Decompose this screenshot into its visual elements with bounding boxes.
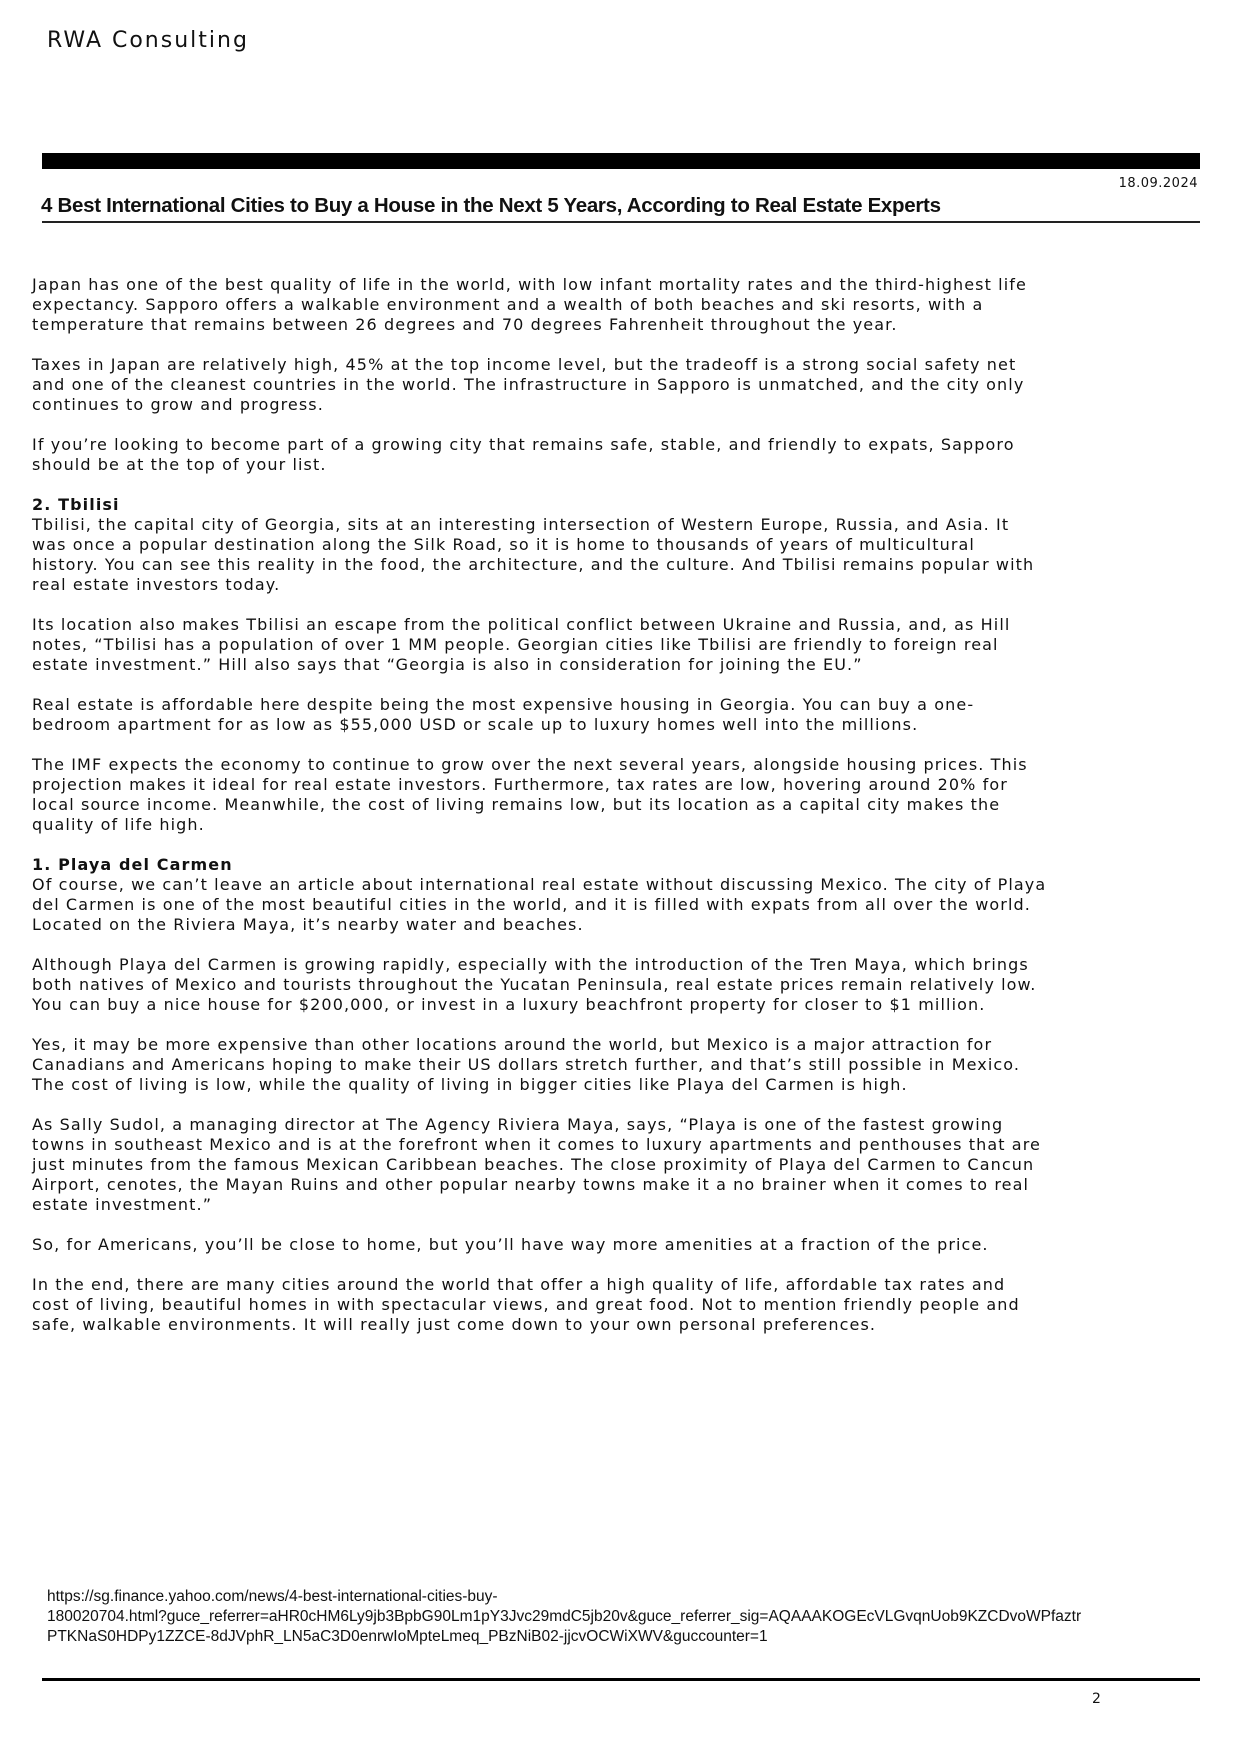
document-date: 18.09.2024 [1118,176,1198,191]
paragraph: So, for Americans, you’ll be close to home, but you’ll have way more amenities at a fraction of the price. [32,1235,989,1254]
paragraph: Tbilisi, the capital city of Georgia, sits at an interesting intersection of Western Europe, Russia, and Asia. It was once a popular destination along the Silk Road, so it is home to thousands of years of multicultural history. You can see this reality in the food, the architecture, and the culture. And Tbilisi remains popular with real estate investors today. [32,515,1035,594]
brand-name: RWA Consulting [47,28,249,53]
paragraph: Although Playa del Carmen is growing rapidly, especially with the introduction of the Tren Maya, which brings both natives of Mexico and tourists throughout the Yucatan Peninsula, real estate prices remain relatively low. You can buy a nice house for $200,000, or invest in a luxury beachfront property for closer to $1 million. [32,955,1037,1014]
paragraph: Japan has one of the best quality of life in the world, with low infant mortality rates and the third-highest life expectancy. Sapporo offers a walkable environment and a wealth of both beaches and ski resorts, with a temperature that remains between 26 degrees and 70 degrees Fahrenheit throughout the year. [32,275,1027,334]
paragraph: If you’re looking to become part of a growing city that remains safe, stable, and friendly to expats, Sapporo should be at the top of your list. [32,435,1015,474]
source-url-link[interactable]: https://sg.finance.yahoo.com/news/4-best-international-cities-buy- 180020704.html?guce_referrer=aHR0cHM6Ly9jb3BpbG90Lm1pY3Jvc29mdC5jb20v&guce_referrer_sig=AQAAAKOGEcVLGvqnUob9KZCDvoWPfaztr PTKNaS0HDPy1ZZCE-8dJVphR_LN5aC3D0enrwIoMpteLmeq_PBzNiB02-jjcvOCWiXWV&guccounter=1 [47,1588,1082,1645]
paragraph: Taxes in Japan are relatively high, 45% at the top income level, but the tradeoff is a strong social safety net and one of the cleanest countries in the world. The infrastructure in Sapporo is unmatched, and the city only continues to grow and progress. [32,355,1025,414]
paragraph: As Sally Sudol, a managing director at The Agency Riviera Maya, says, “Playa is one of the fastest growing towns in southeast Mexico and is at the forefront when it comes to luxury apartments and penthouses that are just minutes from the famous Mexican Caribbean beaches. The close proximity of Playa del Carmen to Cancun Airport, cenotes, the Mayan Ruins and other popular nearby towns make it a no brainer when it comes to real estate investment.” [32,1115,1041,1214]
paragraph: The IMF expects the economy to continue to grow over the next several years, alongside housing prices. This projection makes it ideal for real estate investors. Furthermore, tax rates are low, hovering around 20% for local source income. Meanwhile, the cost of living remains low, but its location as a capital city makes the quality of life high. [32,755,1028,834]
paragraph: Its location also makes Tbilisi an escape from the political conflict between Ukraine and Russia, and, as Hill notes, “Tbilisi has a population of over 1 MM people. Georgian cities like Tbilisi are friendly to foreign real estate investment.” Hill also says that “Georgia is also in consideration for joining the EU.” [32,615,1011,674]
paragraph: Yes, it may be more expensive than other locations around the world, but Mexico is a major attraction for Canadians and Americans hoping to make their US dollars stretch further, and that’s still possible in Mexico. The cost of living is low, while the quality of living in bigger cities like Playa del Carmen is high. [32,1035,1021,1094]
title-divider [42,221,1200,223]
paragraph: In the end, there are many cities around the world that offer a high quality of life, affordable tax rates and cost of living, beautiful homes in with spectacular views, and great food. Not to mention friendly people and safe, walkable environments. It will really just come down to your own personal preferences. [32,1275,1020,1334]
section-heading: 2. Tbilisi [32,495,120,514]
paragraph: Of course, we can’t leave an article about international real estate without discussing Mexico. The city of Playa del Carmen is one of the most beautiful cities in the world, and it is filled with expats from all over the world. Located on the Riviera Maya, it’s nearby water and beaches. [32,875,1047,934]
article-body [32,275,1202,1355]
paragraph: Real estate is affordable here despite being the most expensive housing in Georgia. You can buy a one- bedroom apartment for as low as $55,000 USD or scale up to luxury homes well into the millions. [32,695,975,734]
document-title: 4 Best International Cities to Buy a House in the Next 5 Years, According to Real Estate Experts [41,194,941,217]
footer-divider [42,1678,1200,1681]
page-number: 2 [1092,1691,1101,1707]
header-divider-bar [42,153,1200,169]
section-heading: 1. Playa del Carmen [32,855,233,874]
